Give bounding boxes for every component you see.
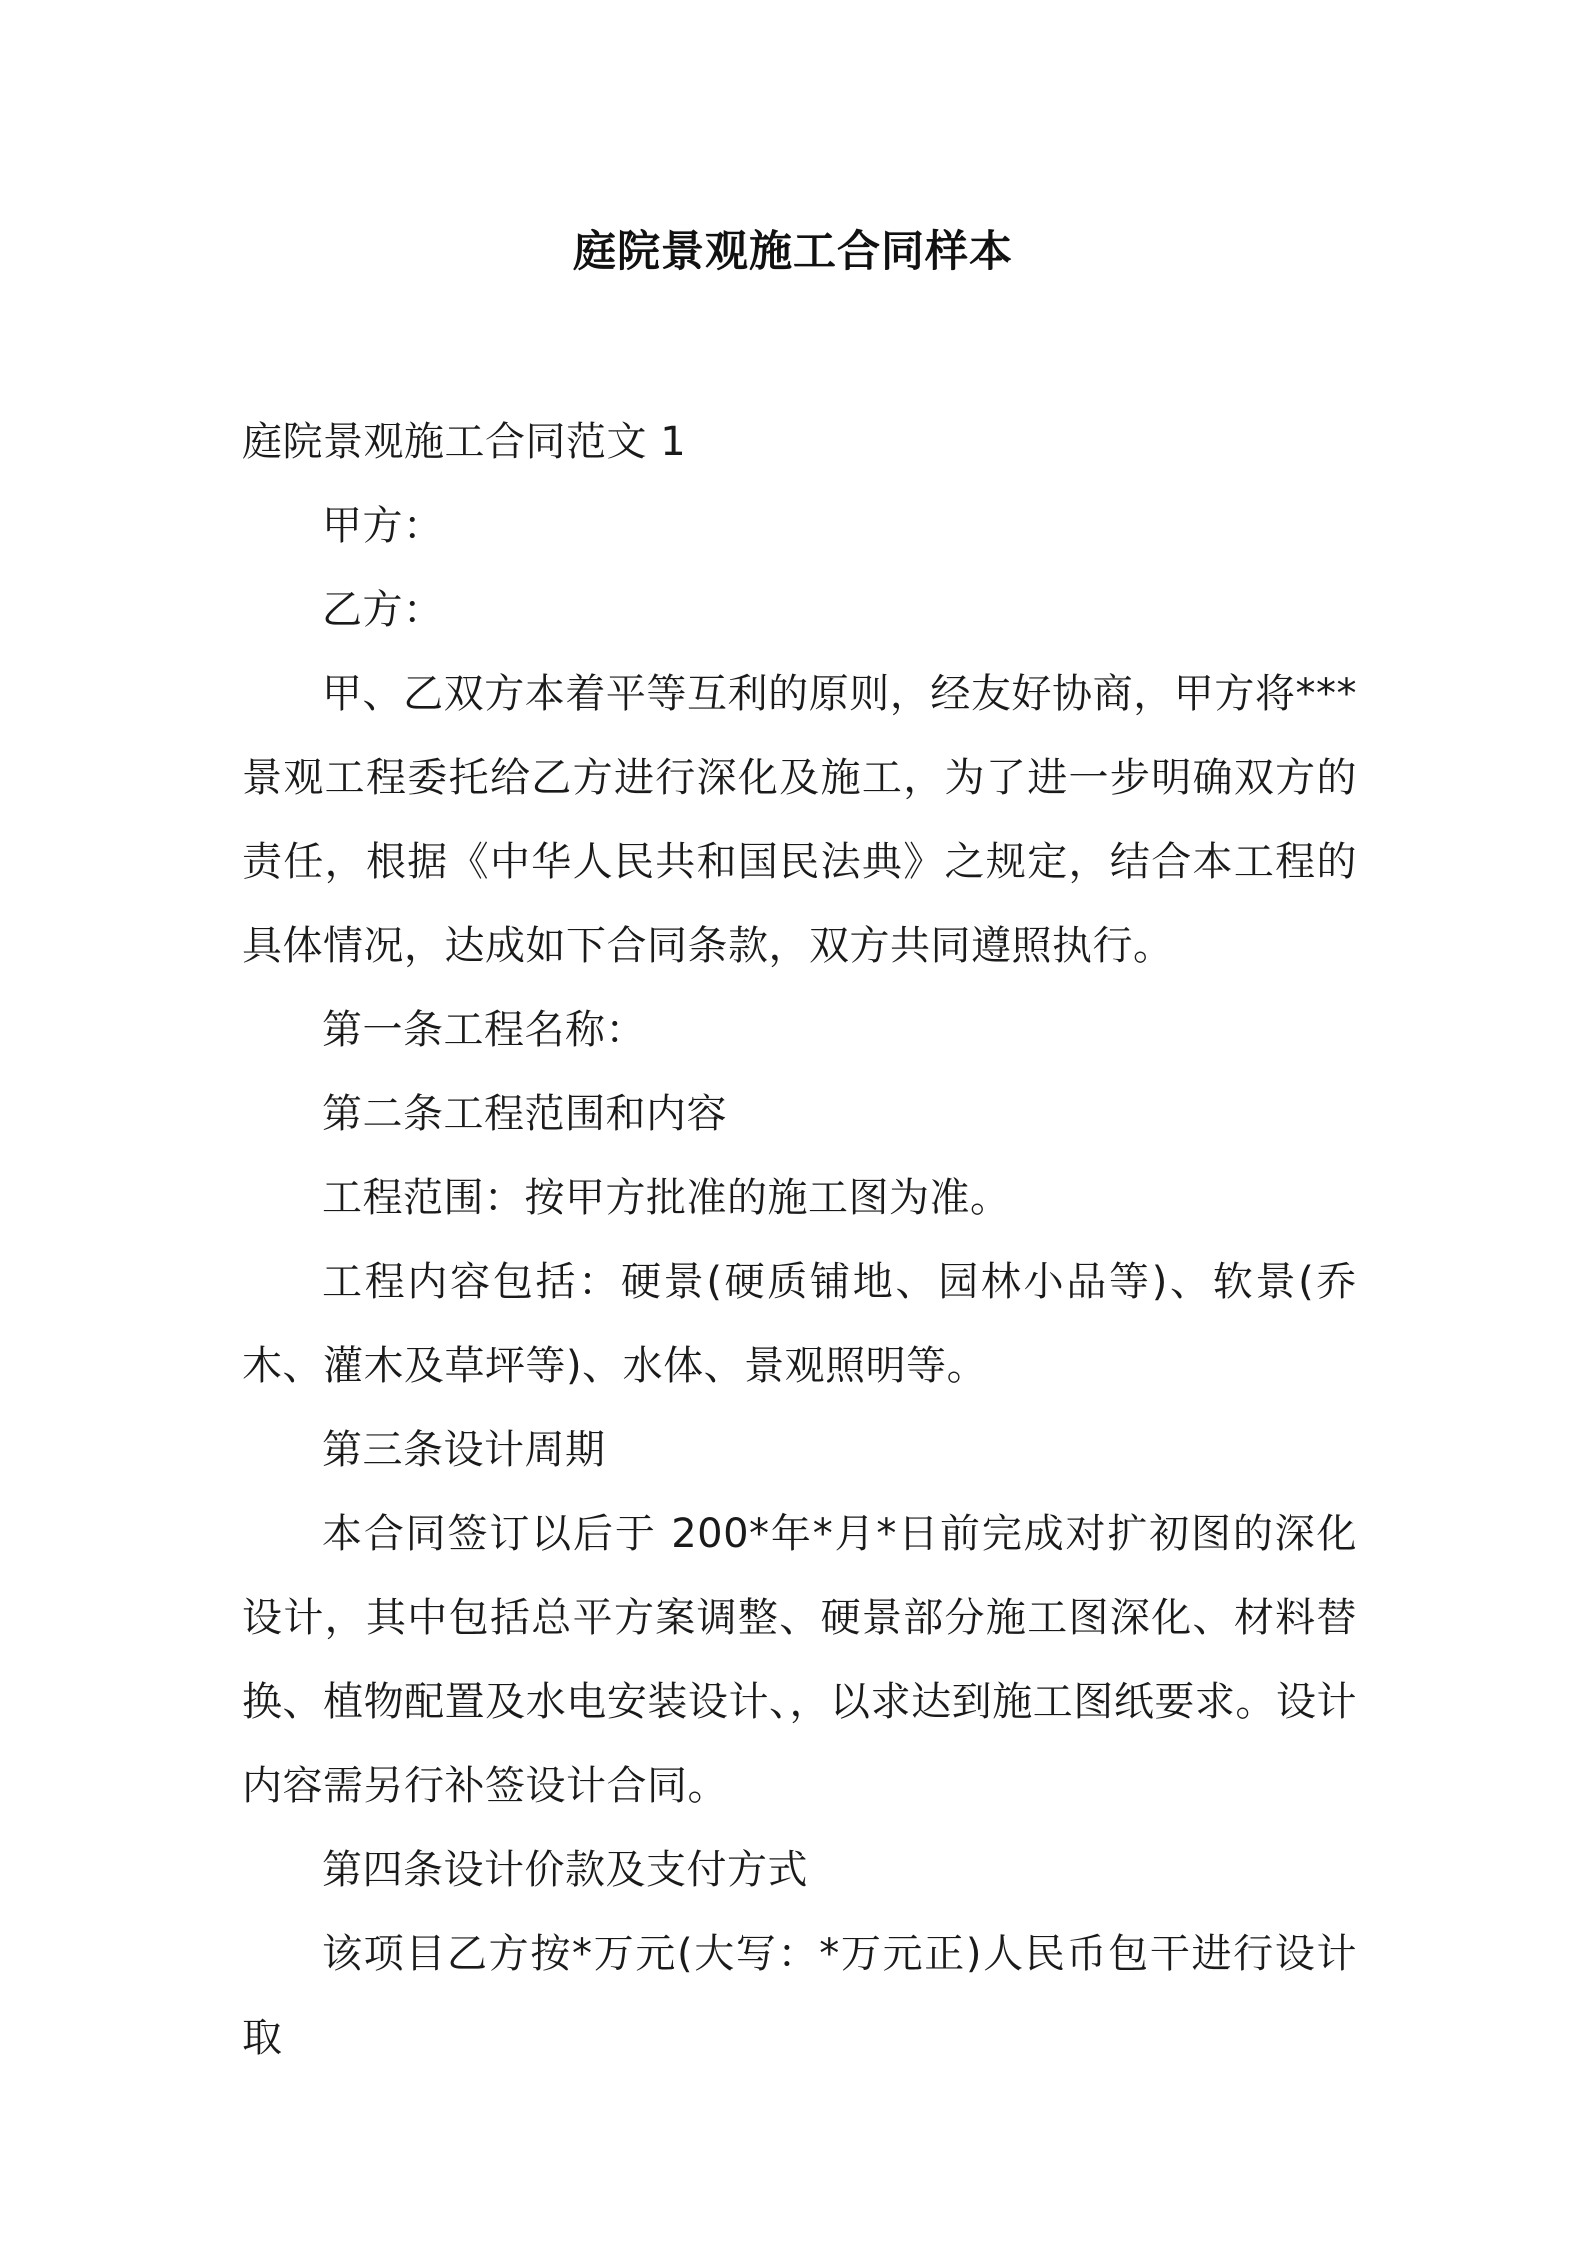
- scope-paragraph: 工程范围：按甲方批准的施工图为准。: [322, 1175, 1011, 1221]
- article-4-heading: 第四条设计价款及支付方式: [322, 1847, 808, 1893]
- preamble-paragraph: 甲、乙双方本着平等互利的原则，经友好协商，甲方将***景观工程委托给乙方进行深化及施工，为了进一步明确双方的责任，根据《中华人民共和国民法典》之规定，结合本工程的具体情况，达成如下合同条款，双方共同遵照执行。: [242, 671, 1357, 969]
- design-period-paragraph: 本合同签订以后于 200*年*月*日前完成对扩初图的深化设计，其中包括总平方案调整、硬景部分施工图深化、材料替换、植物配置及水电安装设计、，以求达到施工图纸要求。设计内容需另行补签设计合同。: [242, 1511, 1357, 1809]
- payment-paragraph: 该项目乙方按*万元(大写：*万元正)人民币包干进行设计取: [242, 1931, 1357, 2061]
- party-a-label: 甲方：: [322, 503, 444, 549]
- article-2-heading: 第二条工程范围和内容: [322, 1091, 727, 1137]
- article-1-heading: 第一条工程名称：: [322, 1007, 646, 1053]
- content-paragraph: 工程内容包括：硬景(硬质铺地、园林小品等)、软景(乔木、灌木及草坪等)、水体、景观照明等。: [242, 1259, 1357, 1389]
- party-b-label: 乙方：: [322, 587, 444, 633]
- document-body: [242, 400, 1357, 2080]
- document-title: 庭院景观施工合同样本: [573, 227, 1013, 277]
- sample-heading: 庭院景观施工合同范文 1: [242, 419, 687, 465]
- article-3-heading: 第三条设计周期: [322, 1427, 606, 1473]
